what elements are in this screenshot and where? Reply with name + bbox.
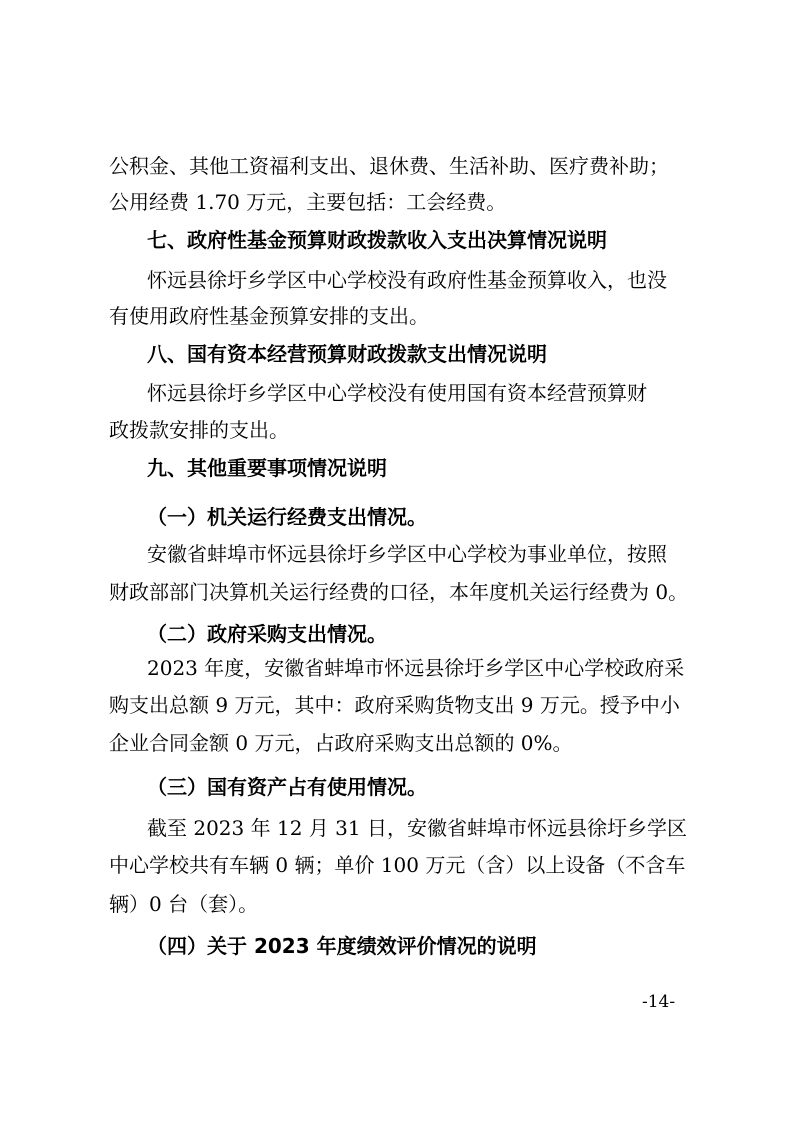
body-line: 公用经费 1.70 万元，主要包括：工会经费。 xyxy=(109,190,507,214)
body-line: 有使用政府性基金预算安排的支出。 xyxy=(109,304,429,328)
body-line: 安徽省蚌埠市怀远县徐圩乡学区中心学校为事业单位，按照 xyxy=(147,542,667,566)
body-line: 怀远县徐圩乡学区中心学校没有使用国有资本经营预算财 xyxy=(147,381,647,405)
body-line: 怀远县徐圩乡学区中心学校没有政府性基金预算收入，也没 xyxy=(147,268,667,292)
section-heading: 九、其他重要事项情况说明 xyxy=(147,456,387,480)
subsection-heading: （四）关于 2023 年度绩效评价情况的说明 xyxy=(147,934,537,958)
body-line: 截至 2023 年 12 月 31 日，安徽省蚌埠市怀远县徐圩乡学区 xyxy=(147,816,687,840)
body-line: 公积金、其他工资福利支出、退休费、生活补助、医疗费补助； xyxy=(109,154,669,178)
subsection-heading: （三）国有资产占有使用情况。 xyxy=(147,775,427,799)
section-heading: 七、政府性基金预算财政拨款收入支出决算情况说明 xyxy=(147,228,607,252)
body-line: 2023 年度，安徽省蚌埠市怀远县徐圩乡学区中心学校政府采 xyxy=(147,656,685,680)
body-line: 财政部部门决算机关运行经费的口径，本年度机关运行经费为 0。 xyxy=(109,580,689,604)
subsection-heading: （一）机关运行经费支出情况。 xyxy=(147,505,427,529)
body-line: 政拨款安排的支出。 xyxy=(109,418,289,442)
body-line: 企业合同金额 0 万元，占政府采购支出总额的 0%。 xyxy=(109,731,573,755)
subsection-heading: （二）政府采购支出情况。 xyxy=(147,622,387,646)
section-heading: 八、国有资本经营预算财政拨款支出情况说明 xyxy=(147,342,547,366)
body-line: 中心学校共有车辆 0 辆；单价 100 万元（含）以上设备（不含车 xyxy=(109,853,686,877)
page-number: -14- xyxy=(642,992,676,1012)
body-line: 购支出总额 9 万元，其中：政府采购货物支出 9 万元。授予中小 xyxy=(109,693,680,717)
body-line: 辆）0 台（套）。 xyxy=(109,892,259,916)
